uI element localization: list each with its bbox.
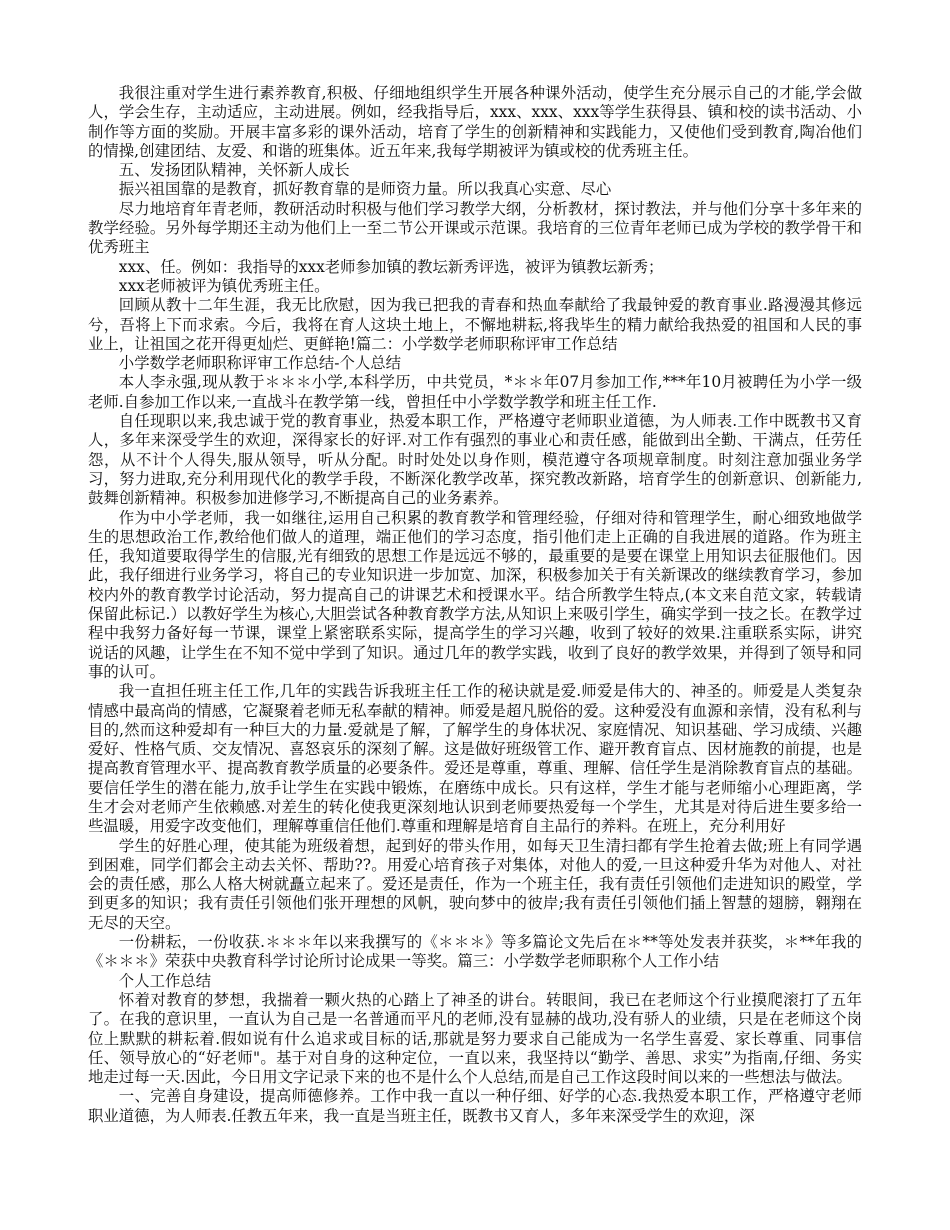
paragraph: 本人李永强,现从教于＊＊＊小学,本科学历，中共党员，*＊＊年07月参加工作,***年10月被聘任为小学一级老师.自参加工作以来,一直战斗在教学第一线，曾担任中小学数学教学和班主任工作. (88, 373, 862, 411)
section-heading: 五、发扬团队精神，关怀新人成长 (118, 161, 350, 180)
document-body (88, 84, 862, 1126)
paragraph: 怀着对教育的梦想，我揣着一颗火热的心踏上了神圣的讲台。转眼间，我已在老师这个行业摸爬滚打了五年了。在我的意识里，一直认为自己是一名普通而平凡的老师,没有显赫的战功,没有骄人的业绩，只是在老师这个岗位上默默的耕耘着.假如说有什么追求或目标的话,那就是努力要求自己能成为一名学生喜爱、家长尊重、同事信任、领导放心的“好老师"。基于对自身的这种定位，一直以来，我坚持以“勤学、善思、求实”为指南,仔细、务实地走过每一天.因此，今日用文字记录下来的也不是什么个人总结,而是自己工作这段时间以来的一些想法与做法。 (88, 990, 862, 1087)
paragraph: 我一直担任班主任工作,几年的实践告诉我班主任工作的秘诀就是爱.师爱是伟大的、神圣的。师爱是人类复杂情感中最高尚的情感，它凝聚着老师无私奉献的精神。师爱是超凡脱俗的爱。这种爱没有血源和亲情，没有私利与目的,然而这种爱却有一种巨大的力量.爱就是了解，了解学生的身体状况、家庭情况、知识基础、学习成绩、兴趣爱好、性格气质、交友情况、喜怒哀乐的深刻了解。这是做好班级管工作、避开教育盲点、因材施教的前提，也是提高教育管理水平、提高教育教学质量的必要条件。爱还是尊重，尊重、理解、信任学生是消除教育盲点的基础。要信任学生的潜在能力,放手让学生在实践中锻炼，在磨练中成长。只有这样，学生才能与老师缩小心理距离，学生才会对老师产生依赖感.对差生的转化使我更深刻地认识到老师要热爱每一个学生，尤其是对待后进生要多给一些温暖，用爱字改变他们，理解尊重信任他们.尊重和理解是培育自主品行的养料。在班上，充分利用好 (88, 682, 862, 836)
section-heading: 个人工作总结 (118, 971, 212, 990)
paragraph: 回顾从教十二年生涯，我无比欣慰，因为我已把我的青春和热血奉献给了我最钟爱的教育事业.路漫漫其修远兮，吾将上下而求索。今后，我将在育人这块土地上，不懈地耕耘,将我毕生的精力献给我热爱的祖国和人民的事业上，让祖国之花开得更灿烂、更鲜艳!篇二：小学数学老师职称评审工作总结 (88, 296, 862, 353)
paragraph: 一、完善自身建设，提高师德修养。工作中我一直以一种仔细、好学的心态.我热爱本职工作，严格遵守老师职业道德，为人师表.任教五年来，我一直是当班主任，既教书又育人，多年来深受学生的欢迎，深 (88, 1087, 862, 1125)
paragraph: 尽力地培育年青老师，教研活动时积极与他们学习教学大纲，分析教材，探讨教法，并与他们分享十多年来的教学经验。另外每学期还主动为他们上一至二节公开课或示范课。我培育的三位青年老师已成为学校的教学骨干和优秀班主 (88, 199, 862, 257)
paragraph: 自任现职以来,我忠诚于党的教育事业，热爱本职工作，严格遵守老师职业道德，为人师表.工作中既教书又育人，多年来深受学生的欢迎，深得家长的好评.对工作有强烈的事业心和责任感，能做到出全勤、干满点，任劳任怨，从不计个人得失,服从领导，听从分配。时时处处以身作则，模范遵守各项规章制度。时刻注意加强业务学习，努力进取,充分利用现代化的教学手段，不断深化教学改革，探究教改新路，培育学生的创新意识、创新能力,鼓舞创新精神。积极参加进修学习,不断提高自己的业务素养。 (88, 412, 862, 508)
paragraph: 振兴祖国靠的是教育，抓好教育靠的是师资力量。所以我真心实意、尽心 (118, 180, 612, 199)
paragraph: 作为中小学老师，我一如继往,运用自己积累的教育教学和管理经验，仔细对待和管理学生，耐心细致地做学生的思想政治工作,教给他们做人的道理，端正他们的学习态度，指引他们走上正确的自我进展的道路。作为班主任，我知道要取得学生的信服,光有细致的思想工作是远远不够的，最重要的是要在课堂上用知识去征服他们。因此，我仔细进行业务学习，将自己的专业知识进一步加宽、加深，积极参加关于有关新课改的继续教育学习，参加校内外的教育教学讨论活动，努力提高自己的讲课艺术和授课水平。结合所教学生特点,(本文来自范文家，转载请保留此标记.）以教好学生为核心,大胆尝试各种教育教学方法,从知识上来吸引学生，确实学到一技之长。在教学过程中我努力备好每一节课，课堂上紧密联系实际，提高学生的学习兴趣，收到了较好的效果.注重联系实际，讲究说话的风趣，让学生在不知不觉中学到了知识。通过几年的教学实践，收到了良好的教学效果，并得到了领导和同事的认可。 (88, 508, 862, 681)
paragraph: 我很注重对学生进行素养教育,积极、仔细地组织学生开展各种课外活动，使学生充分展示自己的才能,学会做人，学会生存，主动适应，主动进展。例如，经我指导后，xxx、xxx、xxx等学生获得县、镇和校的读书活动、小制作等方面的奖励。开展丰富多彩的课外活动，培育了学生的创新精神和实践能力，又使他们受到教育,陶冶他们的情操,创建团结、友爱、和谐的班集体。近五年来,我每学期被评为镇或校的优秀班主任。 (88, 84, 862, 160)
paragraph: xxx、任。例如：我指导的xxx老师参加镇的教坛新秀评选，被评为镇教坛新秀； (118, 257, 664, 276)
paragraph: xxx老师被评为镇优秀班主任。 (118, 276, 330, 295)
section-heading: 小学数学老师职称评审工作总结-个人总结 (118, 354, 402, 373)
paragraph: 一份耕耘，一份收获.＊＊＊年以来我撰写的《＊＊＊》等多篇论文先后在＊**等处发表并获奖，＊**年我的《＊＊＊》荣获中央教育科学讨论所讨论成果一等奖。篇三：小学数学老师职称个人工作小结 (88, 933, 862, 971)
paragraph: 学生的好胜心理，使其能为班级着想，起到好的带头作用，如每天卫生清扫都有学生抢着去做;班上有同学遇到困难，同学们都会主动去关怀、帮助??。用爱心培育孩子对集体，对他人的爱,一旦这种爱升华为对他人、对社会的责任感，那么人格大树就矗立起来了。爱还是责任，作为一个班主任，我有责任引领他们走进知识的殿堂，学到更多的知识；我有责任引领他们张开理想的风帆，驶向梦中的彼岸;我有责任引领他们插上智慧的翅膀，翱翔在无尽的天空。 (88, 836, 862, 932)
